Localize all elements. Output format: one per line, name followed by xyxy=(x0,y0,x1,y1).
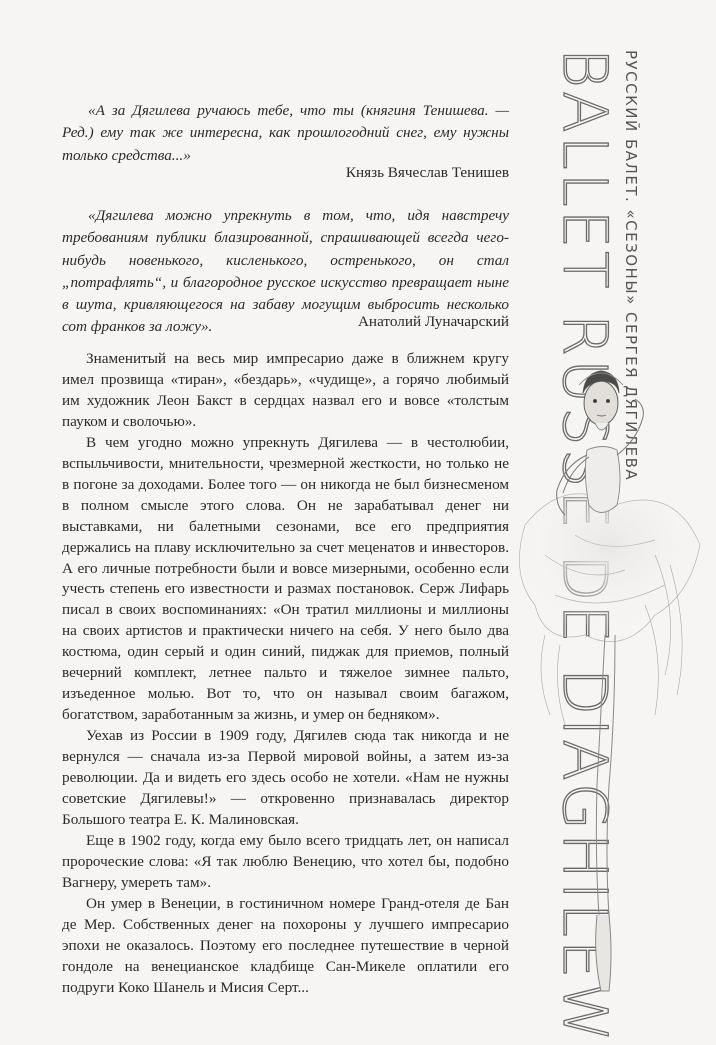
book-subtitle: РУССКИЙ БАЛЕТ. «СЕЗОНЫ» СЕРГЕЯ ДЯГИЛЕВА xyxy=(622,50,640,482)
article-body xyxy=(62,349,509,999)
ballerina-illustration xyxy=(505,355,705,995)
epigraph-author-lunacharsky: Анатолий Луначарский xyxy=(357,313,509,330)
dancer-torso xyxy=(585,447,620,513)
dancer-head xyxy=(579,371,623,430)
body-paragraph: Знаменитый на весь мир импресарио даже в ближнем кругу имел прозвища «тиран», «бездарь», «чудище», а горячо любимый им художник Леон Бакст в сердцах назвал его и вовсе «толстым пауком и сволочью». xyxy=(62,350,509,430)
body-paragraph: Он умер в Венеции, в гостиничном номере Гранд-отеля де Бан де Мер. Собственных денег на похороны у лучшего импресарио эпохи не оказалось. Поэтому его последнее путешествие в черной гондоле на венецианское кладбище Сан-Микеле оплатили его подруги Коко Шанель и Мисия Серт... xyxy=(62,894,509,996)
body-paragraph: Еще в 1902 году, когда ему было всего тридцать лет, он написал пророческие слова: «Я так люблю Венецию, что хотел бы, подобно Вагнеру, умереть там». xyxy=(62,831,509,891)
epigraph-quote-lunacharsky: «Дягилева можно упрекнуть в том, что, идя навстречу требованиям публики блазированной, спрашивающей всегда чего-нибудь новенького, кисленького, остренького, он стал „потрафлять“, и благородное русское искусство превращает ныне в шута, кривляющегося на забаву могущим выбросить несколько сот франков за ложу». xyxy=(62,207,509,336)
body-paragraph: В чем угодно можно упрекнуть Дягилева — в честолюбии, вспыльчивости, мнительности, чрезмерной жесткости, но только не в погоне за доходами. Более того — он никогда не был бизнесменом в полном смысле этого слова. Он не зарабатывал денег ни выставками, ни балетными сезонами, все его предприятия держались на плаву исключительно за счет меценатов и инвесторов. А его личные потребности были и вовсе мизерными, особенно если учесть степень его известности и размах постановок. Серж Лифарь писал в своих воспоминаниях: «Он тратил миллионы и миллионы на своих артистов и практически ничего на себя. У него было два костюма, один серый и один синий, пиджак для приемов, полный вечерний комплект, летнее пальто и тяжелое зимнее пальто, изъеденное молью. Вот то, что он называл своим багажом, богатством, заработанным за жизнь, и умер он бедняком». xyxy=(62,433,509,724)
dancer-legs xyxy=(596,635,615,991)
epigraph-quote-tenishev: «А за Дягилева ручаюсь тебе, что ты (княгиня Тенишева. — Ред.) ему так же интересна, как прошлогодний снег, ему нужны только средства...» xyxy=(62,102,509,164)
dancer-tutu xyxy=(519,494,700,642)
body-paragraph: Уехав из России в 1909 году, Дягилев сюда так никогда и не вернулся — сначала из-за Первой мировой войны, а затем из-за революции. Да и видеть его здесь особо не хотели. «Нам не нужны советские Дягилевы!» — откровенно признавалась директор Большого театра Е. К. Малиновская. xyxy=(62,727,509,828)
epigraph-author-tenishev: Князь Вячеслав Тенишев xyxy=(345,164,509,181)
